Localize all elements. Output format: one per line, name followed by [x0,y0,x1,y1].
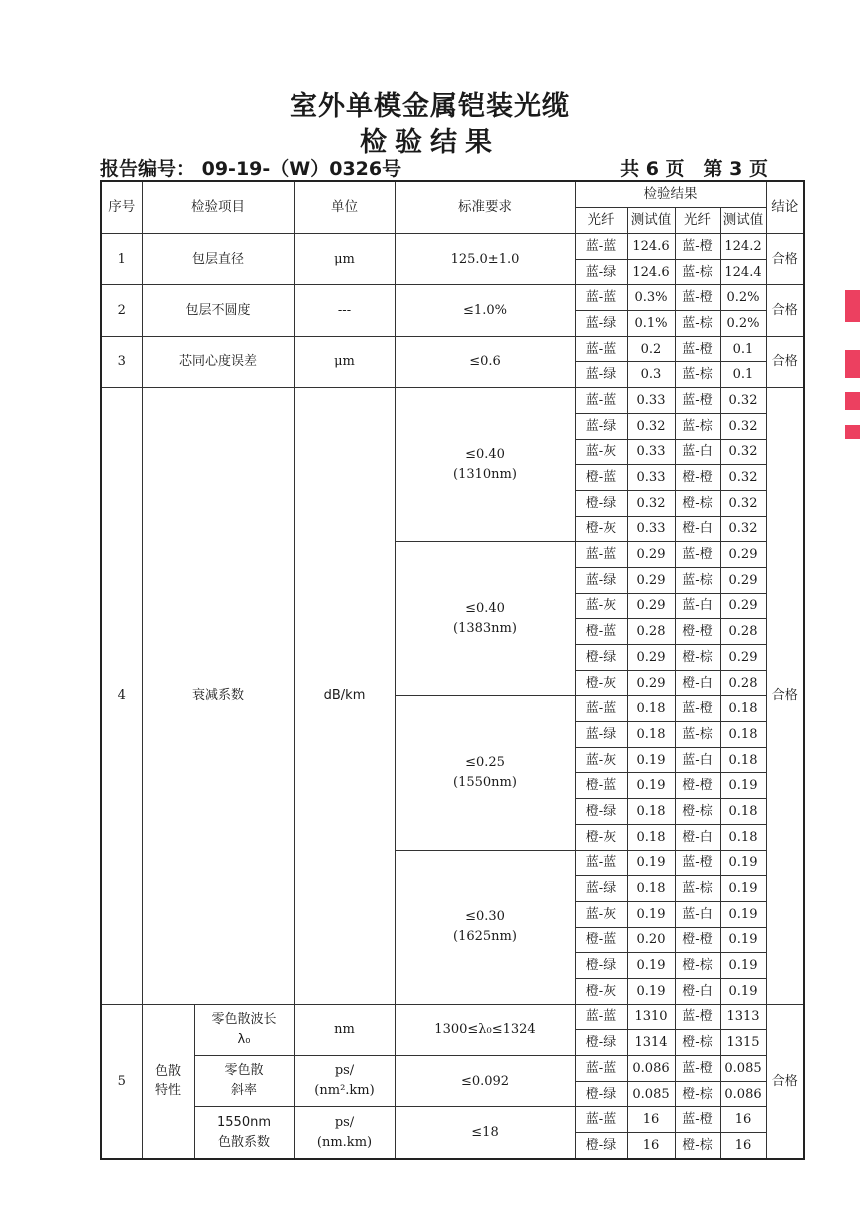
standard-requirement-line1: ≤0.30 [465,909,505,925]
unit-cell: μm [294,234,395,285]
measured-value-cell: 0.3 [627,362,675,388]
standard-requirement: 1300≤λ₀≤1324 [395,1004,575,1055]
fiber-pair-cell: 蓝-棕 [675,722,720,748]
measured-value-cell: 16 [720,1107,766,1133]
fiber-pair-cell: 橙-棕 [675,953,720,979]
measured-value-cell: 0.19 [720,901,766,927]
fiber-pair-cell: 蓝-绿 [575,413,627,439]
test-item: 色散特性 [142,1004,194,1159]
fiber-pair-cell: 橙-白 [675,670,720,696]
fiber-pair-cell: 蓝-绿 [575,311,627,337]
measured-value-cell: 0.086 [720,1081,766,1107]
measured-value-cell: 0.1 [720,336,766,362]
measured-value-cell: 0.18 [720,747,766,773]
header-unit: 单位 [294,181,395,234]
measured-value-cell: 0.19 [720,876,766,902]
standard-requirement-line2: (1310nm) [453,466,517,482]
table-row [101,234,804,260]
fiber-pair-cell: 蓝-橙 [675,388,720,414]
measured-value-cell: 0.18 [720,799,766,825]
fiber-pair-cell: 橙-蓝 [575,619,627,645]
results-table [100,180,805,1160]
page-indicator: 共 6 页 第 3 页 [620,158,768,180]
fiber-pair-cell: 蓝-橙 [675,850,720,876]
measured-value-cell: 0.19 [627,901,675,927]
header-conclusion: 结论 [766,181,804,234]
measured-value-cell: 0.2 [627,336,675,362]
unit-cell: dB/km [294,388,395,1005]
sub-item-line2: λ₀ [237,1031,251,1047]
measured-value-cell: 0.28 [627,619,675,645]
unit-cell [294,1107,395,1159]
standard-requirement [395,850,575,1004]
conclusion-cell: 合格 [766,234,804,285]
fiber-pair-cell: 蓝-灰 [575,439,627,465]
measured-value-cell: 0.18 [627,799,675,825]
measured-value-cell: 0.33 [627,516,675,542]
measured-value-cell: 0.32 [720,388,766,414]
measured-value-cell: 0.28 [720,619,766,645]
measured-value-cell: 0.086 [627,1056,675,1082]
fiber-pair-cell: 蓝-橙 [675,336,720,362]
fiber-pair-cell: 蓝-蓝 [575,1056,627,1082]
row-number: 3 [101,336,142,387]
fiber-pair-cell: 橙-橙 [675,619,720,645]
fiber-pair-cell: 蓝-蓝 [575,1004,627,1030]
fiber-pair-cell: 蓝-灰 [575,901,627,927]
fiber-pair-cell: 橙-绿 [575,1030,627,1056]
fiber-pair-cell: 蓝-蓝 [575,1107,627,1133]
sub-item [194,1107,294,1159]
row-number: 2 [101,285,142,336]
fiber-pair-cell: 橙-绿 [575,1081,627,1107]
measured-value-cell: 0.32 [627,413,675,439]
conclusion-cell: 合格 [766,285,804,336]
measured-value-cell: 0.19 [627,747,675,773]
fiber-pair-cell: 蓝-蓝 [575,850,627,876]
row-number: 1 [101,234,142,285]
fiber-pair-cell: 橙-白 [675,978,720,1004]
header-item: 检验项目 [142,181,294,234]
fiber-pair-cell: 橙-白 [675,824,720,850]
fiber-pair-cell: 蓝-白 [675,439,720,465]
sub-item-line1: 零色散波长 [211,1011,277,1027]
measured-value-cell: 124.4 [720,259,766,285]
fiber-pair-cell: 蓝-橙 [675,1107,720,1133]
unit-cell [294,1004,395,1055]
measured-value-cell: 124.2 [720,234,766,260]
standard-requirement-line2: (1383nm) [453,620,517,636]
measured-value-cell: 0.1 [720,362,766,388]
report-number: 报告编号： 09-19-（W）0326号 [100,158,402,180]
standard-requirement-line1: ≤0.40 [465,600,505,616]
unit-cell [294,1056,395,1107]
fiber-pair-cell: 蓝-白 [675,901,720,927]
fiber-pair-cell: 蓝-棕 [675,311,720,337]
measured-value-cell: 0.19 [720,927,766,953]
measured-value-cell: 0.19 [720,978,766,1004]
measured-value-cell: 0.29 [627,567,675,593]
measured-value-cell: 16 [627,1133,675,1159]
table-row [101,336,804,362]
standard-requirement: 125.0±1.0 [395,234,575,285]
fiber-pair-cell: 蓝-绿 [575,259,627,285]
measured-value-cell: 0.29 [627,645,675,671]
conclusion-cell: 合格 [766,1004,804,1159]
measured-value-cell: 0.32 [720,490,766,516]
measured-value-cell: 0.085 [720,1056,766,1082]
header-value-1: 测试值 [627,208,675,234]
measured-value-cell: 0.18 [720,824,766,850]
standard-requirement: ≤1.0% [395,285,575,336]
report-header [100,154,768,180]
fiber-pair-cell: 橙-棕 [675,799,720,825]
measured-value-cell: 16 [627,1107,675,1133]
measured-value-cell: 0.20 [627,927,675,953]
sub-item-line1: 1550nm [217,1114,271,1130]
header-value-2: 测试值 [720,208,766,234]
fiber-pair-cell: 橙-棕 [675,1030,720,1056]
measured-value-cell: 0.18 [627,696,675,722]
measured-value-cell: 0.29 [720,593,766,619]
test-item: 衰减系数 [142,388,294,1005]
fiber-pair-cell: 橙-灰 [575,978,627,1004]
fiber-pair-cell: 蓝-蓝 [575,388,627,414]
unit-cell-line2: (nm.km) [316,1134,373,1150]
unit-cell-line1: ps/ [334,1063,355,1079]
fiber-pair-cell: 橙-橙 [675,927,720,953]
row-number: 5 [101,1004,142,1159]
standard-requirement-line1: ≤0.25 [465,754,505,770]
test-item: 芯同心度误差 [142,336,294,387]
sub-item-line2: 色散系数 [217,1134,270,1150]
measured-value-cell: 0.19 [720,773,766,799]
measured-value-cell: 0.18 [627,824,675,850]
standard-requirement: ≤0.092 [395,1056,575,1107]
header-fiber-1: 光纤 [575,208,627,234]
document-title: 室外单模金属铠装光缆 [290,91,570,122]
seal-stamp-fragment [845,392,860,410]
standard-requirement [395,696,575,850]
fiber-pair-cell: 蓝-橙 [675,285,720,311]
fiber-pair-cell: 橙-灰 [575,516,627,542]
fiber-pair-cell: 蓝-白 [675,747,720,773]
standard-requirement: ≤0.6 [395,336,575,387]
row-number: 4 [101,388,142,1005]
fiber-pair-cell: 橙-棕 [675,1081,720,1107]
fiber-pair-cell: 蓝-蓝 [575,542,627,568]
fiber-pair-cell: 橙-蓝 [575,927,627,953]
measured-value-cell: 0.29 [720,542,766,568]
fiber-pair-cell: 橙-橙 [675,773,720,799]
table-row [101,388,804,414]
table-row [101,1056,804,1082]
fiber-pair-cell: 橙-橙 [675,465,720,491]
measured-value-cell: 0.32 [627,490,675,516]
fiber-pair-cell: 蓝-橙 [675,696,720,722]
fiber-pair-cell: 蓝-绿 [575,876,627,902]
measured-value-cell: 0.33 [627,439,675,465]
measured-value-cell: 0.2% [720,285,766,311]
measured-value-cell: 0.29 [627,542,675,568]
header-standard: 标准要求 [395,181,575,234]
fiber-pair-cell: 橙-绿 [575,953,627,979]
measured-value-cell: 124.6 [627,259,675,285]
fiber-pair-cell: 橙-蓝 [575,773,627,799]
fiber-pair-cell: 蓝-棕 [675,413,720,439]
standard-requirement-line2: (1625nm) [453,929,517,945]
measured-value-cell: 1310 [627,1004,675,1030]
fiber-pair-cell: 橙-绿 [575,645,627,671]
fiber-pair-cell: 橙-绿 [575,490,627,516]
standard-requirement-line1: ≤0.40 [465,446,505,462]
fiber-pair-cell: 蓝-绿 [575,362,627,388]
fiber-pair-cell: 蓝-橙 [675,1056,720,1082]
measured-value-cell: 0.18 [720,696,766,722]
seal-stamp-fragment [845,290,860,322]
measured-value-cell: 0.3% [627,285,675,311]
unit-cell: --- [294,285,395,336]
fiber-pair-cell: 橙-灰 [575,824,627,850]
fiber-pair-cell: 蓝-绿 [575,722,627,748]
fiber-pair-cell: 蓝-棕 [675,259,720,285]
measured-value-cell: 0.29 [627,670,675,696]
measured-value-cell: 0.29 [627,593,675,619]
fiber-pair-cell: 橙-棕 [675,490,720,516]
measured-value-cell: 0.32 [720,413,766,439]
measured-value-cell: 1313 [720,1004,766,1030]
table-row [101,1107,804,1133]
fiber-pair-cell: 蓝-橙 [675,234,720,260]
measured-value-cell: 0.18 [627,722,675,748]
fiber-pair-cell: 橙-灰 [575,670,627,696]
standard-requirement [395,388,575,542]
standard-requirement-line2: (1550nm) [453,774,517,790]
measured-value-cell: 0.19 [627,850,675,876]
measured-value-cell: 0.085 [627,1081,675,1107]
fiber-pair-cell: 蓝-灰 [575,593,627,619]
measured-value-cell: 0.29 [720,645,766,671]
measured-value-cell: 0.28 [720,670,766,696]
conclusion-cell: 合格 [766,388,804,1005]
fiber-pair-cell: 蓝-棕 [675,876,720,902]
fiber-pair-cell: 蓝-橙 [675,1004,720,1030]
fiber-pair-cell: 蓝-蓝 [575,336,627,362]
measured-value-cell: 16 [720,1133,766,1159]
unit-cell-line1: ps/ [334,1114,355,1130]
measured-value-cell: 0.19 [720,850,766,876]
measured-value-cell: 0.19 [627,773,675,799]
conclusion-cell: 合格 [766,336,804,387]
measured-value-cell: 0.19 [627,953,675,979]
measured-value-cell: 0.33 [627,388,675,414]
fiber-pair-cell: 蓝-橙 [675,542,720,568]
measured-value-cell: 124.6 [627,234,675,260]
fiber-pair-cell: 橙-棕 [675,1133,720,1159]
standard-requirement: ≤18 [395,1107,575,1159]
fiber-pair-cell: 橙-蓝 [575,465,627,491]
measured-value-cell: 0.29 [720,567,766,593]
measured-value-cell: 0.33 [627,465,675,491]
seal-stamp-fragment [845,350,860,378]
fiber-pair-cell: 蓝-蓝 [575,234,627,260]
table-row [101,1004,804,1030]
fiber-pair-cell: 蓝-白 [675,593,720,619]
standard-requirement [395,542,575,696]
test-item: 包层不圆度 [142,285,294,336]
header-fiber-2: 光纤 [675,208,720,234]
fiber-pair-cell: 橙-白 [675,516,720,542]
fiber-pair-cell: 蓝-棕 [675,567,720,593]
fiber-pair-cell: 橙-绿 [575,799,627,825]
fiber-pair-cell: 蓝-灰 [575,747,627,773]
measured-value-cell: 0.32 [720,439,766,465]
header-result: 检验结果 [575,181,766,208]
measured-value-cell: 0.2% [720,311,766,337]
fiber-pair-cell: 橙-棕 [675,645,720,671]
measured-value-cell: 0.18 [627,876,675,902]
seal-stamp-fragment [845,425,860,439]
sub-item [194,1056,294,1107]
fiber-pair-cell: 蓝-蓝 [575,285,627,311]
measured-value-cell: 0.19 [627,978,675,1004]
measured-value-cell: 1315 [720,1030,766,1056]
document-subtitle: 检验结果 [360,127,500,158]
sub-item-line2: 斜率 [230,1083,257,1099]
sub-item-line1: 零色散 [224,1063,264,1079]
fiber-pair-cell: 蓝-绿 [575,567,627,593]
unit-cell-line1: nm [334,1021,355,1037]
measured-value-cell: 0.19 [720,953,766,979]
unit-cell-line2: (nm².km) [314,1083,375,1099]
unit-cell: μm [294,336,395,387]
measured-value-cell: 0.32 [720,465,766,491]
table-row [101,285,804,311]
fiber-pair-cell: 橙-绿 [575,1133,627,1159]
measured-value-cell: 0.18 [720,722,766,748]
measured-value-cell: 0.32 [720,516,766,542]
test-item: 包层直径 [142,234,294,285]
measured-value-cell: 1314 [627,1030,675,1056]
header-no: 序号 [101,181,142,234]
fiber-pair-cell: 蓝-蓝 [575,696,627,722]
sub-item [194,1004,294,1055]
fiber-pair-cell: 蓝-棕 [675,362,720,388]
measured-value-cell: 0.1% [627,311,675,337]
